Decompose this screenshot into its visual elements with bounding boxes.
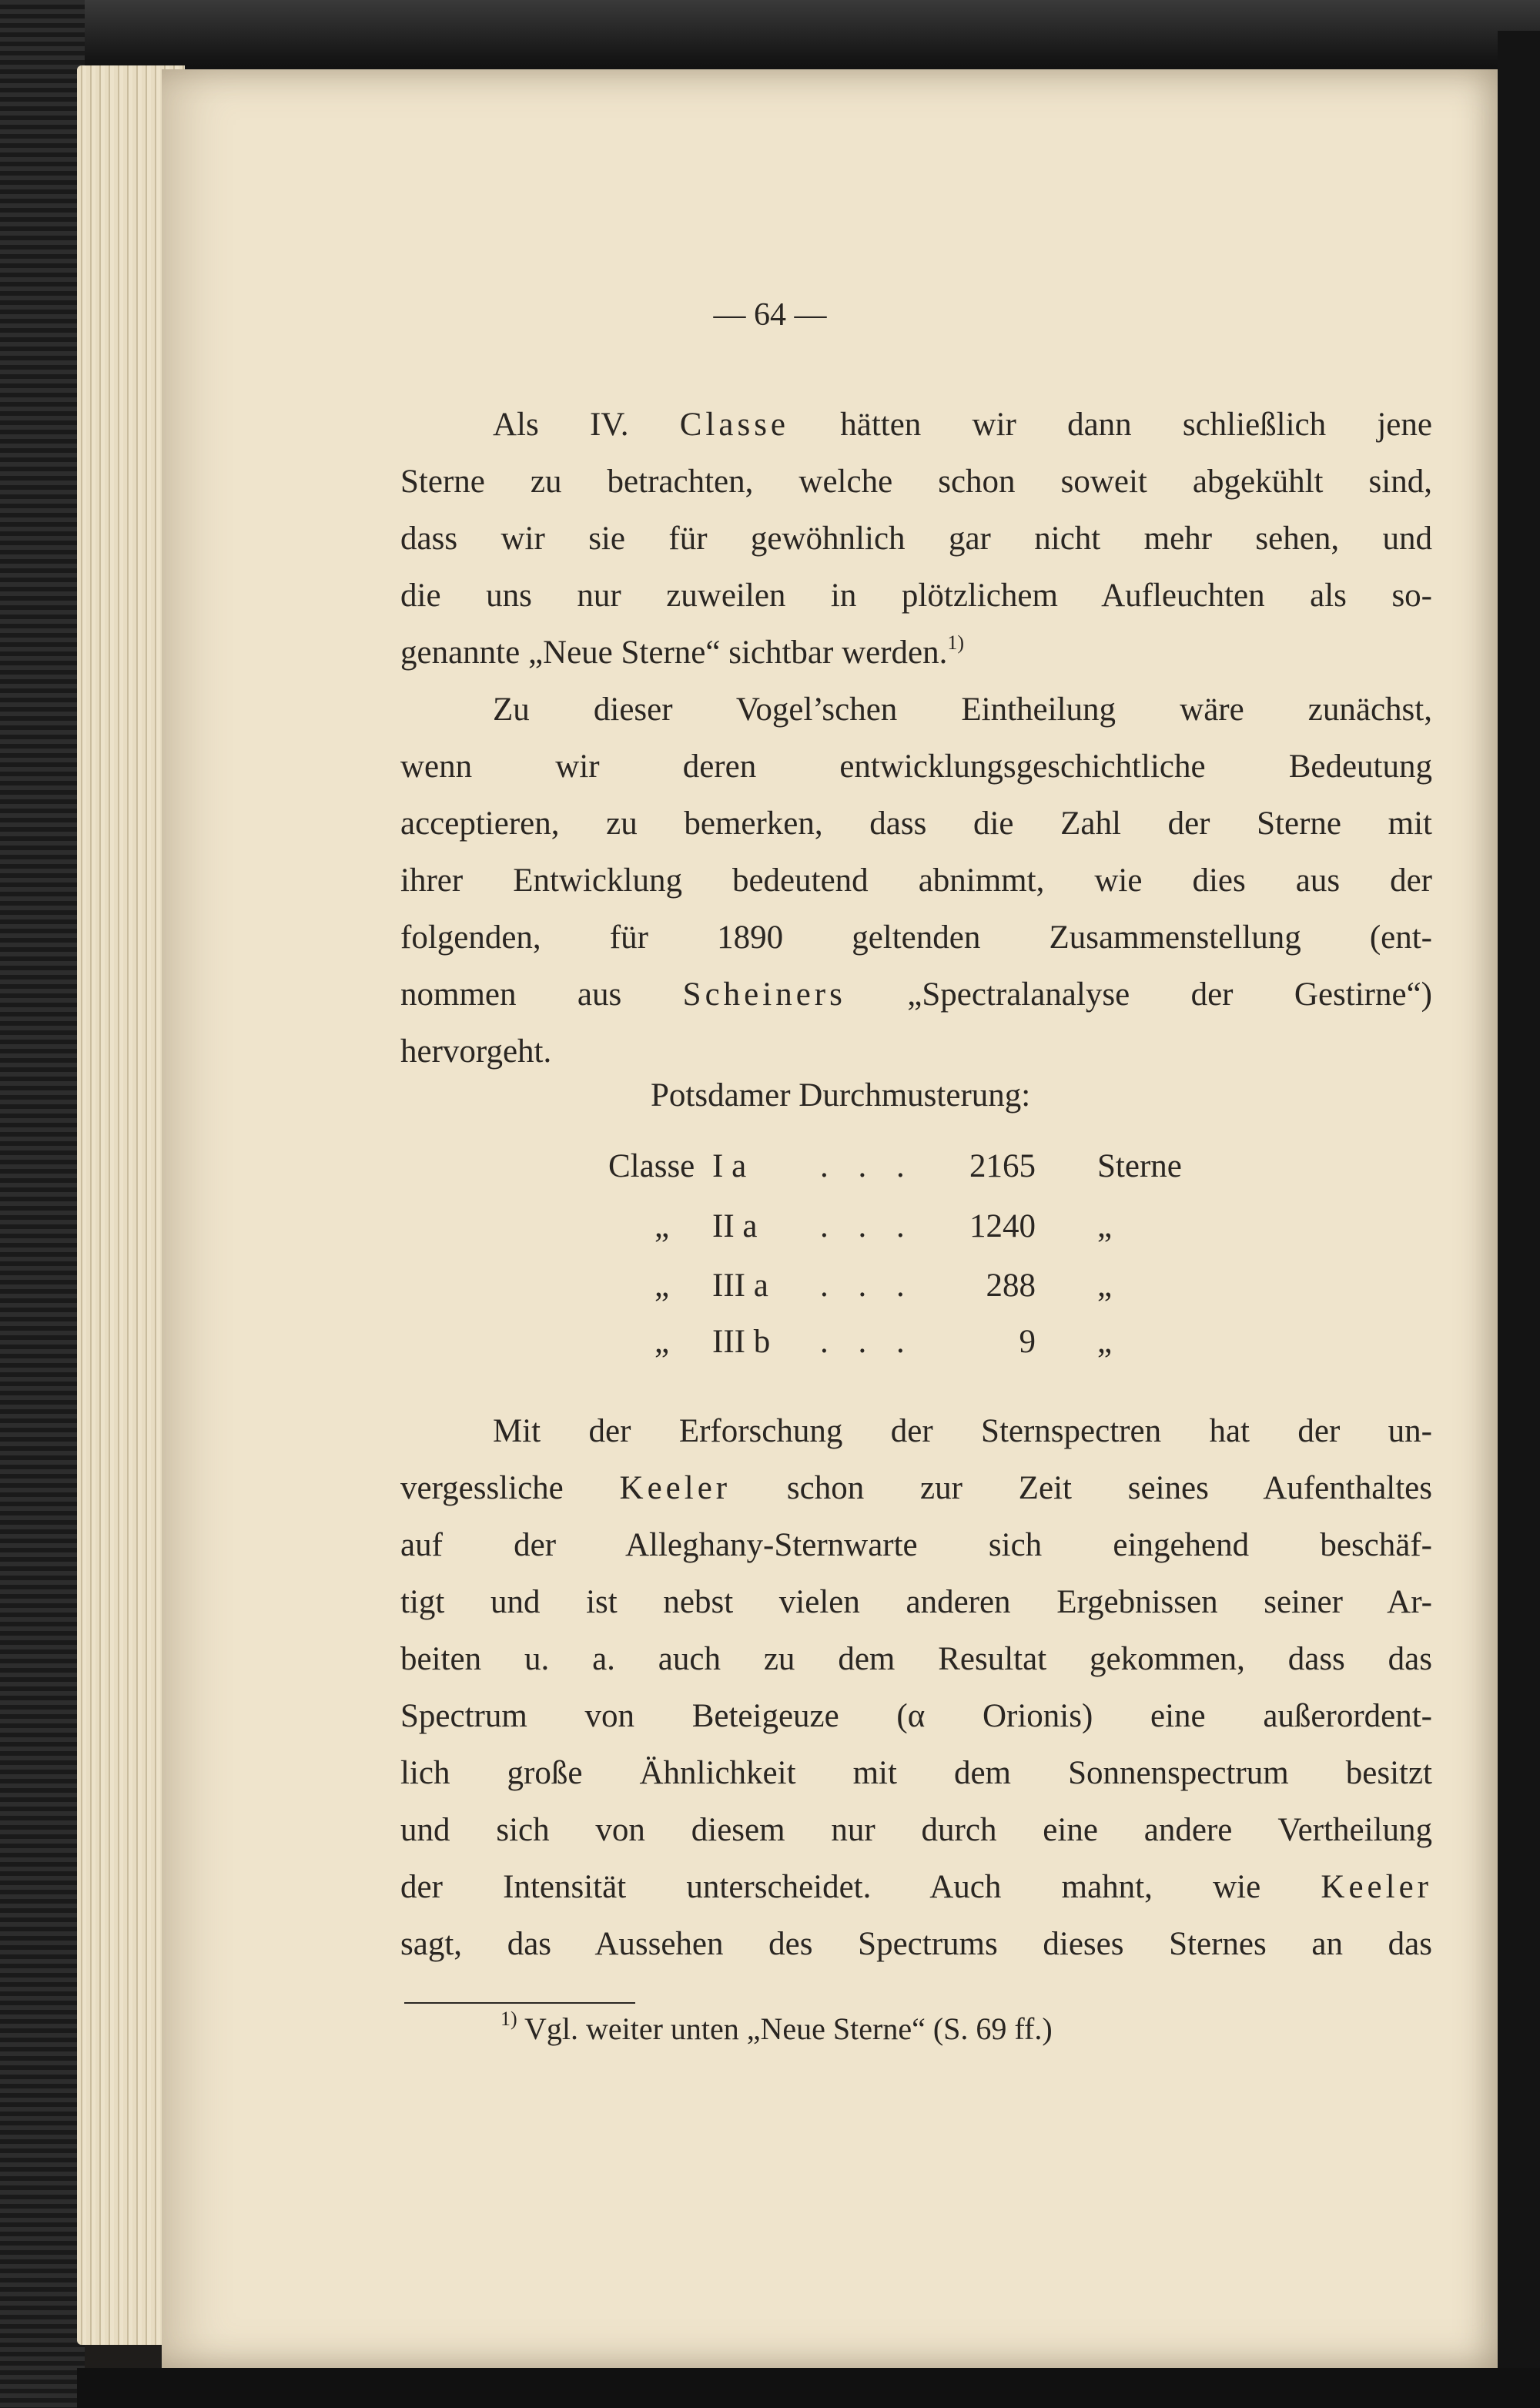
- paragraph-line: und sich von diesem nur durch eine andere Vertheilung: [400, 1812, 1432, 1848]
- row-dots: . . .: [820, 1324, 916, 1360]
- row-class: III b: [712, 1324, 771, 1360]
- paragraph-line: hervorgeht.: [400, 1033, 552, 1070]
- table-title: Potsdamer Durchmusterung:: [651, 1077, 1031, 1114]
- paragraph-line: sagt, das Aussehen des Spectrums dieses Sternes an das: [400, 1926, 1432, 1962]
- paragraph-line: beiten u. a. auch zu dem Resultat gekommen, dass das: [400, 1641, 1432, 1677]
- paragraph-line: Mit der Erforschung der Sternspectren hat der un-: [493, 1413, 1432, 1449]
- paragraph-line: der Intensität unterscheidet. Auch mahnt, wie Keeler: [400, 1869, 1432, 1905]
- row-unit: „: [1097, 1268, 1113, 1304]
- paragraph-line: Spectrum von Beteigeuze (α Orionis) eine außerordent-: [400, 1698, 1432, 1734]
- row-count: 9: [1019, 1324, 1036, 1360]
- row-unit: „: [1097, 1208, 1113, 1244]
- row-label: „: [654, 1324, 670, 1360]
- footnote-marker: 1): [500, 2008, 517, 2030]
- paragraph-line: genannte „Neue Sterne“ sichtbar werden.$^{1)}$: [400, 631, 965, 671]
- row-label: „: [654, 1268, 670, 1304]
- paragraph-1: [400, 397, 1432, 682]
- row-class: I a: [712, 1148, 747, 1184]
- paragraph-line: vergessliche Keeler schon zur Zeit seines Aufenthaltes: [400, 1470, 1432, 1506]
- paragraph-line: dass wir sie für gewöhnlich gar nicht mehr sehen, und: [400, 521, 1432, 557]
- paragraph-line: auf der Alleghany-Sternwarte sich eingehend beschäf-: [400, 1527, 1432, 1563]
- row-class: III a: [712, 1268, 768, 1304]
- row-count: 1240: [969, 1208, 1036, 1244]
- paragraph-line: folgenden, für 1890 geltenden Zusammenstellung (ent-: [400, 919, 1432, 956]
- paragraph-line: wenn wir deren entwicklungsgeschichtliche Bedeutung: [400, 749, 1432, 785]
- book-cover-left: [0, 0, 85, 2408]
- row-count: 288: [986, 1268, 1036, 1304]
- paragraph-line: Sterne zu betrachten, welche schon soweit abgekühlt sind,: [400, 464, 1432, 500]
- paragraph-3: [400, 1403, 1432, 1973]
- row-unit: „: [1097, 1324, 1113, 1360]
- row-dots: . . .: [820, 1148, 916, 1184]
- paragraph-line: nommen aus Scheiners „Spectralanalyse der Gestirne“): [400, 976, 1432, 1013]
- row-unit: Sterne: [1097, 1148, 1182, 1184]
- row-label: „: [654, 1208, 670, 1244]
- paragraph-2: [400, 682, 1432, 1080]
- book-cover-bottom: [77, 2368, 1540, 2408]
- paragraph-line: Als IV. Classe hätten wir dann schließlich jene: [493, 407, 1432, 443]
- row-class: II a: [712, 1208, 758, 1244]
- paragraph-line: acceptieren, zu bemerken, dass die Zahl der Sterne mit: [400, 805, 1432, 842]
- paragraph-line: Zu dieser Vogel’schen Eintheilung wäre zunächst,: [493, 692, 1432, 728]
- paragraph-line: ihrer Entwicklung bedeutend abnimmt, wie dies aus der: [400, 862, 1432, 899]
- row-dots: . . .: [820, 1268, 916, 1304]
- paragraph-line: lich große Ähnlichkeit mit dem Sonnenspectrum besitzt: [400, 1755, 1432, 1791]
- footnote-marker: 1): [947, 631, 965, 654]
- book-cover-right: [1498, 31, 1540, 2408]
- paragraph-line: die uns nur zuweilen in plötzlichem Aufleuchten als so-: [400, 578, 1432, 614]
- row-count: 2165: [969, 1148, 1036, 1184]
- footnote: $^{1)}$ Vgl. weiter unten „Neue Sterne“ (S. 69 ff.): [500, 2008, 1053, 2046]
- row-dots: . . .: [820, 1208, 916, 1244]
- row-label: Classe: [608, 1148, 695, 1184]
- page-number: — 64 —: [713, 297, 827, 333]
- footnote-rule: [404, 2002, 635, 2004]
- paragraph-line: tigt und ist nebst vielen anderen Ergebnissen seiner Ar-: [400, 1584, 1432, 1620]
